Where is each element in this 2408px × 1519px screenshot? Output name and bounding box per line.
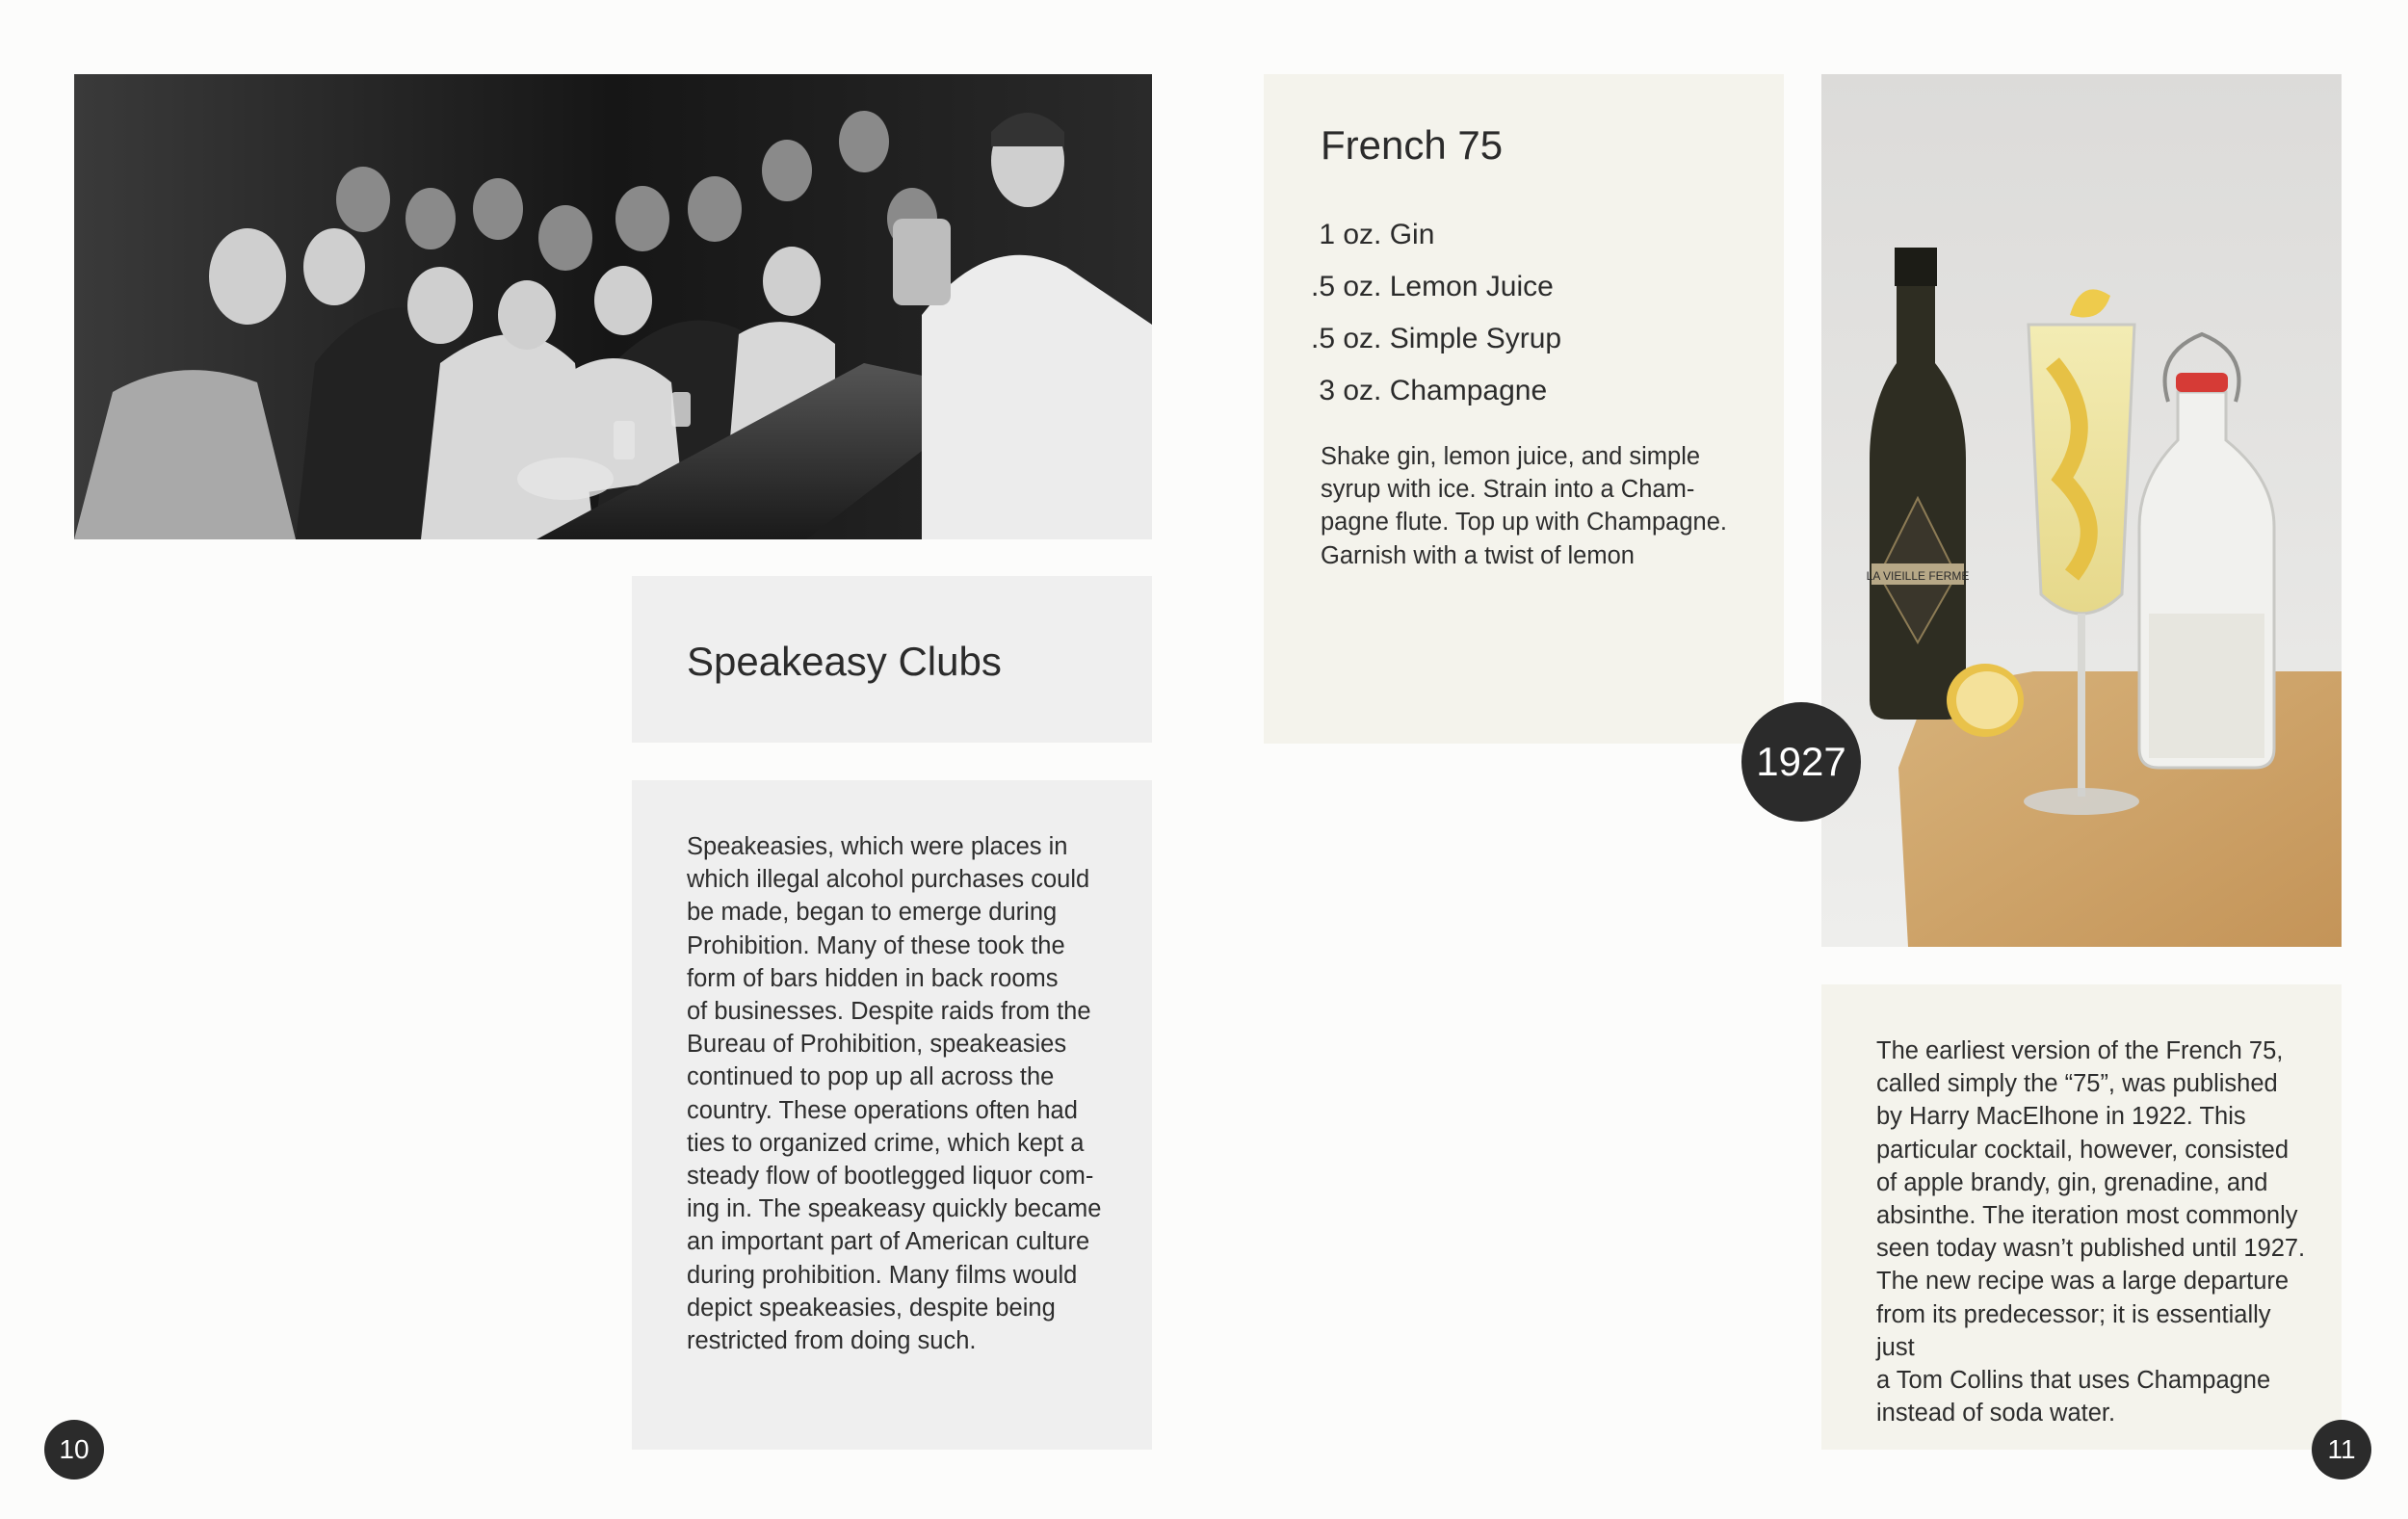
speakeasy-bar-photo — [74, 74, 1152, 539]
speakeasy-text-panel — [632, 780, 1152, 1450]
body-line: steady flow of bootlegged liquor com- — [687, 1163, 1094, 1191]
method-line: Garnish with a twist of lemon — [1321, 541, 1635, 569]
speakeasy-body-text — [687, 830, 1111, 1357]
method-line: Shake gin, lemon juice, and simple — [1321, 443, 1701, 470]
year-badge: 1927 — [1741, 702, 1861, 822]
body-line: country. These operations often had — [687, 1096, 1078, 1124]
body-line: Speakeasies, which were places in — [687, 833, 1068, 860]
ingredient-item: 3 oz. Champagne — [1311, 375, 1548, 406]
body-line: ties to organized crime, which kept a — [687, 1129, 1085, 1157]
history-line: of apple brandy, gin, grenadine, and — [1876, 1168, 2268, 1196]
body-line: depict speakeasies, despite being — [687, 1294, 1056, 1322]
speakeasy-title-panel — [632, 576, 1152, 743]
section-title: Speakeasy Clubs — [687, 639, 1002, 684]
body-line: be made, began to emerge during — [687, 899, 1058, 927]
history-line: seen today wasn’t published until 1927. — [1876, 1235, 2306, 1263]
body-line: Prohibition. Many of these took the — [687, 931, 1065, 959]
history-line: instead of soda water. — [1876, 1400, 2116, 1427]
recipe-method — [1321, 440, 1744, 572]
method-line: pagne flute. Top up with Champagne. — [1321, 509, 1727, 537]
history-line: absinthe. The iteration most commonly — [1876, 1202, 2298, 1230]
history-body-text — [1876, 1034, 2310, 1429]
body-line: ing in. The speakeasy quickly became — [687, 1195, 1102, 1223]
history-line: The new recipe was a large departure — [1876, 1268, 2290, 1296]
body-line: of businesses. Despite raids from the — [687, 998, 1091, 1026]
history-line: particular cocktail, however, consisted — [1876, 1136, 2290, 1164]
body-line: Bureau of Prohibition, speakeasies — [687, 1031, 1067, 1059]
history-line: The earliest version of the French 75, — [1876, 1037, 2284, 1064]
body-line: during prohibition. Many films would — [687, 1261, 1078, 1289]
recipe-title: French 75 — [1321, 122, 1504, 168]
body-line: an important part of American culture — [687, 1228, 1090, 1256]
body-line: continued to pop up all across the — [687, 1063, 1055, 1091]
body-line: form of bars hidden in back rooms — [687, 964, 1059, 992]
recipe-panel — [1264, 74, 1784, 744]
method-line: syrup with ice. Strain into a Cham- — [1321, 476, 1695, 504]
french75-cocktail-photo — [1821, 74, 2342, 947]
ingredient-item: .5 oz. Lemon Juice — [1311, 271, 1554, 302]
ingredient-item: .5 oz. Simple Syrup — [1311, 323, 1562, 354]
page-number-right: 11 — [2312, 1420, 2371, 1480]
body-line: restricted from doing such. — [687, 1327, 977, 1355]
ingredient-item: 1 oz. Gin — [1311, 219, 1435, 250]
ingredient-list — [1311, 209, 1561, 417]
history-line: called simply the “75”, was published — [1876, 1070, 2278, 1098]
bottle-label-text: LA VIEILLE FERME — [1866, 569, 1970, 583]
page-number-left: 10 — [44, 1420, 104, 1480]
history-line: by Harry MacElhone in 1922. This — [1876, 1103, 2246, 1131]
history-line: from its predecessor; it is essentially just — [1876, 1300, 2271, 1361]
history-line: a Tom Collins that uses Champagne — [1876, 1367, 2271, 1395]
history-panel — [1821, 984, 2342, 1450]
body-line: which illegal alcohol purchases could — [687, 866, 1090, 894]
